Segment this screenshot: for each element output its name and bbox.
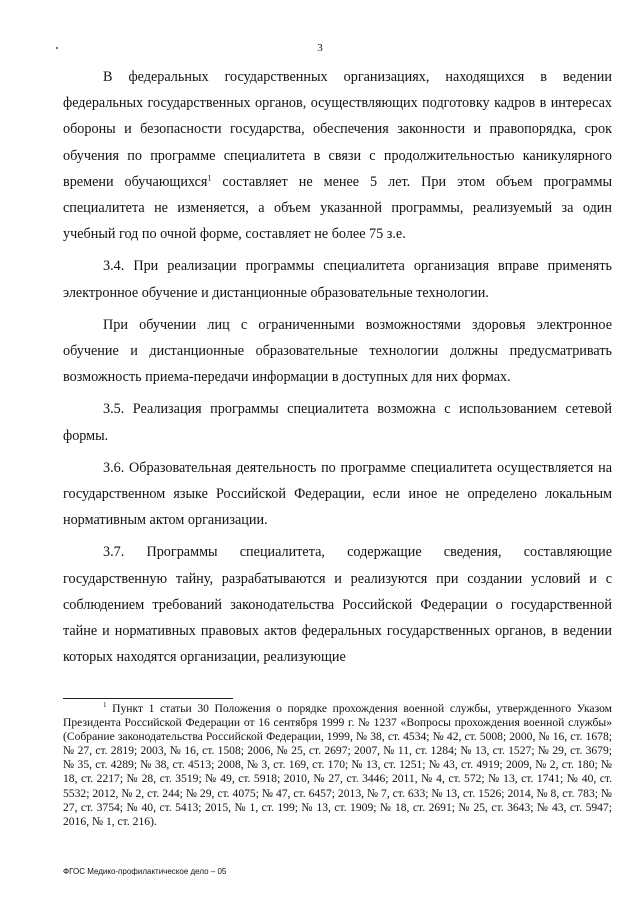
paragraph-text: составляет не менее 5 лет. При этом объем программы специалитета не изменяется, а объем указанной программы, реализуемый за один учебный год по очной форме, составляет не более 75 з.е. [63,173,612,243]
paragraph-disabilities: При обучении лиц с ограниченными возможностями здоровья электронное обучение и дистанционные образовательные технологии должны предусматривать возможность приема-передачи информации в доступных для них формах. [63,316,612,386]
footnote [63,702,612,829]
body-text [63,64,612,676]
footnote-text [63,702,612,829]
scan-speck [56,47,58,49]
paragraph-3-6: 3.6. Образовательная деятельность по программе специалитета осуществляется на государственном языке Российской Федерации, если иное не определено локальным нормативным актом организации. [63,459,612,529]
paragraph-text: В федеральных государственных организациях, находящихся в ведении федеральных государственных органов, осуществляющих подготовку кадров в интересах обороны и безопасности государства, обеспечения законности и правопорядка, срок обучения по программе специалитета в связи с продолжительностью каникулярного времени обучающихся [63,69,612,190]
paragraph-military-organizations [63,64,612,247]
document-code: ФГОС Медико-профилактическое дело – 05 [63,867,227,876]
paragraph-3-5: 3.5. Реализация программы специалитета возможна с использованием сетевой формы. [63,401,612,444]
paragraph-3-7: 3.7. Программы специалитета, содержащие сведения, составляющие государственную тайну, разрабатываются и реализуются при создании условий и с соблюдением требований законодательства Российской Федерации о государственной тайне и нормативных правовых актов федеральных государственных органов, в ведении которых находятся организации, реализующие [63,544,612,666]
paragraph-3-4: 3.4. При реализации программы специалитета организация вправе применять электронное обучение и дистанционные образовательные технологии. [63,258,612,301]
footnote-mark: 1 [103,701,107,710]
footnote-body: Пункт 1 статьи 30 Положения о порядке прохождения военной службы, утвержденного Указом Президента Российской Федерации от 16 сентября 1999 г. № 1237 «Вопросы прохождения военной службы» (Собрание законодательства Российской Федерации, 1999, № 38, ст. 4534; № 42, ст. 5008; 2000, № 16, ст. 1678; № 27, ст. 2819; 2003, № 16, ст. 1508; 2006, № 25, ст. 2697; 2007, № 11, ст. 1284; № 13, ст. 1527; № 29, ст. 3679; № 35, ст. 4289; № 38, ст. 4513; 2008, № 3, ст. 169, ст. 170; № 13, ст. 1251; № 43, ст. 4919; 2009, № 2, ст. 180; № 18, ст. 2217; № 28, ст. 3519; № 49, ст. 5918; 2010, № 27, ст. 3446; 2011, № 4, ст. 572; № 13, ст. 1741; № 40, ст. 5532; 2012, № 2, ст. 244; № 29, ст. 4075; № 47, ст. 6457; 2013, № 7, ст. 633; № 13, ст. 1526; 2014, № 8, ст. 783; № 27, ст. 3754; № 40, ст. 5413; 2015, № 1, ст. 199; № 13, ст. 1909; № 18, ст. 2691; № 25, ст. 3643; № 43, ст. 5947; 2016, № 1, ст. 216). [63,702,612,828]
footnote-reference: 1 [207,173,212,183]
page-number: 3 [317,42,323,54]
footnote-divider [63,698,233,699]
